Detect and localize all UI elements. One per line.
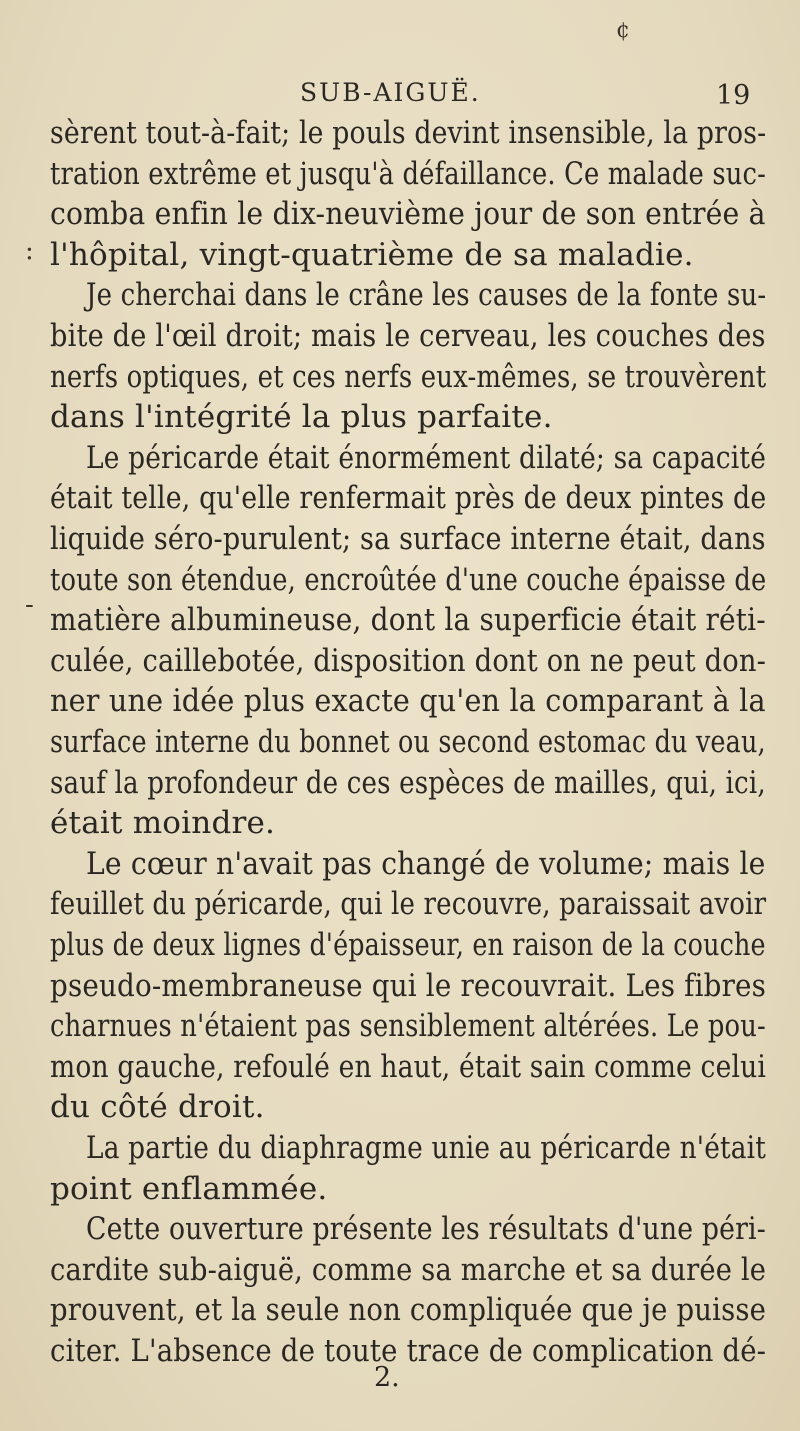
text-line: culée, caillebotée, disposition dont on ne peut don- [50,642,767,679]
text-line: ner une idée plus exacte qu'en la comparant à la [50,683,766,720]
text-line: plus de deux lignes d'épaisseur, en raison de la couche [50,927,766,963]
text-line: Le péricarde était énormément dilaté; sa capacité [86,439,767,476]
text-line: Cette ouverture présente les résultats d'une péri- [86,1211,766,1248]
stray-ink-mark: ¢ [616,18,630,43]
text-line: était telle, qu'elle renfermait près de deux pintes de [50,480,767,517]
text-line: pseudo-membraneuse qui le recouvrait. Les fibres [50,967,767,1004]
text-line: nerfs optiques, et ces nerfs eux-mêmes, se trouvèrent [50,358,767,395]
text-line: bite de l'œil droit; mais le cerveau, les couches des [50,318,766,354]
text-line: dans l'intégrité la plus parfaite. [50,399,553,436]
text-line: citer. L'absence de toute trace de complication dé- [50,1333,767,1369]
text-line: sèrent tout-à-fait; le pouls devint insensible, la pros- [50,115,767,151]
text-line: Le cœur n'avait pas changé de volume; mais le [86,845,766,882]
signature-mark: 2. [374,1362,400,1393]
text-line: prouvent, et la seule non compliquée que je puisse [50,1292,767,1329]
text-line: surface interne du bonnet ou second estomac du veau, [50,724,766,760]
text-line: du côté droit. [50,1089,265,1126]
text-line: était moindre. [50,805,276,842]
text-line: point enflammée. [50,1170,328,1207]
running-head: SUB-AIGUË. [300,78,481,107]
text-line: Je cherchai dans le crâne les causes de la fonte su- [86,277,767,314]
text-line: l'hôpital, vingt-quatrième de sa maladie. [50,236,694,273]
text-line: La partie du diaphragme unie au péricarde n'était [86,1130,767,1166]
margin-mark: : [25,236,34,266]
text-line: feuillet du péricarde, qui le recouvre, paraissait avoir [50,886,767,923]
text-line: charnues n'étaient pas sensiblement altérées. Le pou- [50,1008,766,1045]
text-line: comba enfin le dix-neuvième jour de son entrée à [50,196,766,233]
text-line: cardite sub-aiguë, comme sa marche et sa durée le [50,1251,767,1288]
text-line: sauf la profondeur de ces espèces de mailles, qui, ici, [50,764,766,801]
text-line: mon gauche, refoulé en haut, était sain comme celui [50,1048,767,1085]
text-line: matière albumineuse, dont la superficie était réti- [50,602,766,639]
margin-mark: - [25,590,34,620]
text-line: liquide séro-purulent; sa surface interne était, dans [50,521,766,557]
text-line: tration extrême et jusqu'à défaillance. Ce malade suc- [50,155,766,192]
page-number: 19 [716,80,751,111]
text-line: toute son étendue, encroûtée d'une couche épaisse de [50,561,767,598]
